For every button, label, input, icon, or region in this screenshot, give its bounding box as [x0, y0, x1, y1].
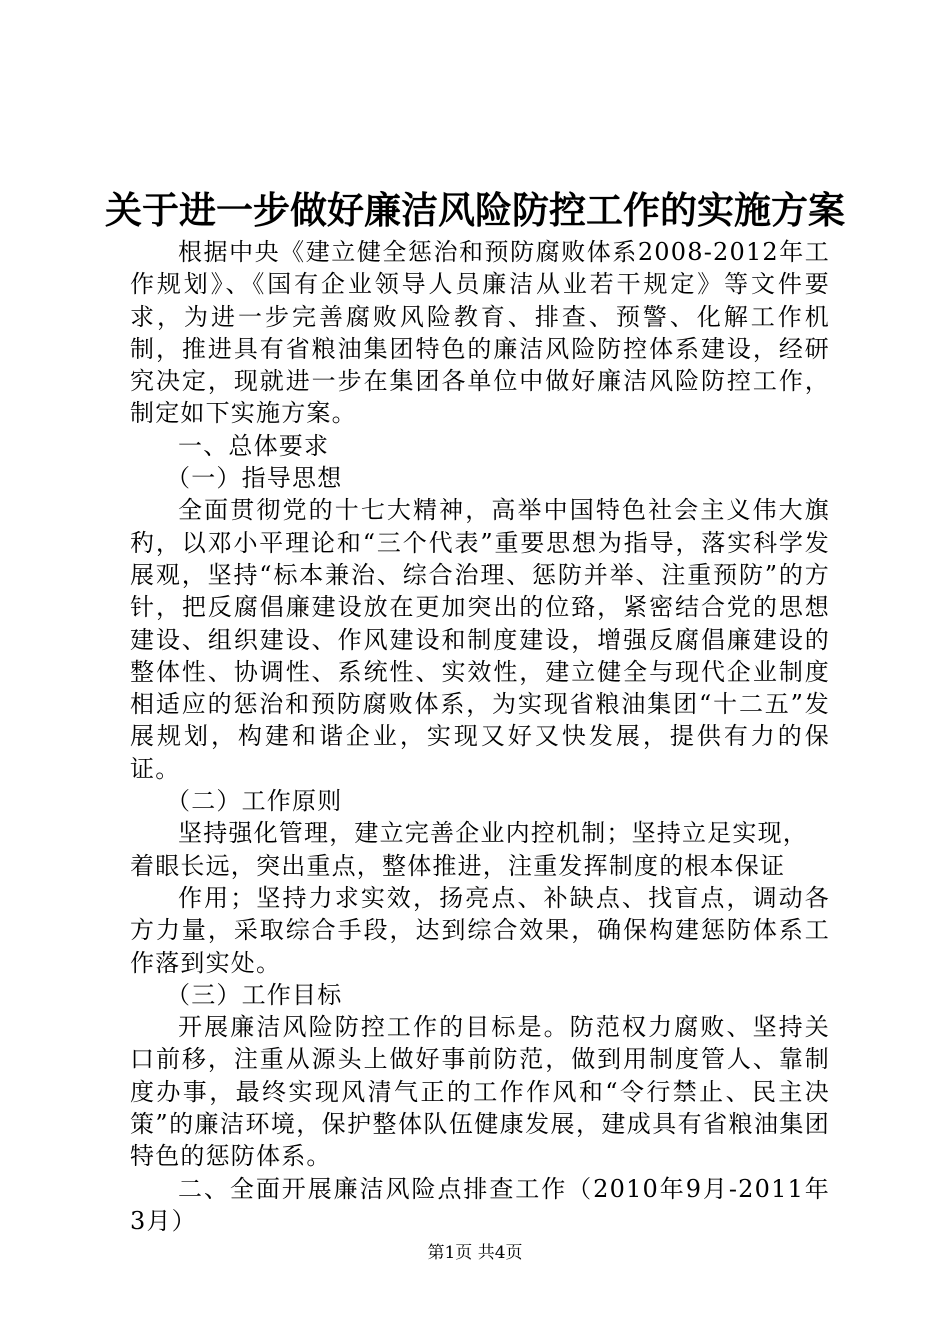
- paragraph-work-principles-1: 坚持强化管理，建立完善企业内控机制；坚持立足实现，着眼长远，突出重点，整体推进，注重发挥制度的根本保证: [130, 819, 808, 880]
- paragraph-guiding-ideology: 全面贯彻党的十七大精神，高举中国特色社会主义伟大旗䄪，以邓小平理论和“三个代表”重要思想为指导，落实科学发展观，坚持“标本兼治、综合治理、惩防并举、注重预防”的方针，把反腐倡廉建设放在更加突出的位臵，紧密结合党的思想建设、组织建设、作风建设和制度建设，增强反腐倡廉建设的整体性、协调性、系统性、实效性，建立健全与现代企业制度相适应的惩治和预防腐败体系，为实现省粮油集团“十二五”发展规划，构建和谐企业，实现又好又快发展，提供有力的保证。: [130, 496, 830, 783]
- paragraph-work-principles-2: 作用；坚持力求实效，扬亮点、补缺点、找盲点，调动各方力量，采取综合手段，达到综合效果，确保构建惩防体系工作落到实处。: [130, 883, 830, 977]
- document-body: [130, 236, 830, 1237]
- heading-risk-screening: 二、全面开展廉洁风险点排查工作（2010年9月-2011年3月）: [130, 1174, 830, 1235]
- document-title: 关于进一步做好廉洁风险防控工作的实施方案: [105, 188, 845, 232]
- paragraph-intro: 根据中央《建立健全惩治和预防腐败体系2008-2012年工作规划》、《国有企业领导人员廉洁从业若干规定》等文件要求，为进一步完善腐败风险教育、排查、预警、化解工作机制，推进具有省粮油集团特色的廉洁风险防控体系建设，经研究决定，现就进一步在集团各单位中做好廉洁风险防控工作，制定如下实施方案。: [130, 238, 830, 428]
- subheading-guiding-ideology: （一）指导思想: [166, 464, 343, 493]
- page-number-footer: 第1页 共4页: [427, 1243, 523, 1263]
- subheading-work-goals: （三）工作目标: [166, 980, 343, 1009]
- heading-general-requirements: 一、总体要求: [178, 431, 330, 460]
- subheading-work-principles: （二）工作原则: [166, 787, 343, 816]
- paragraph-work-goals: 开展廉洁风险防控工作的目标是。防范权力腐败、坚持关口前移，注重从源头上做好事前防范，做到用制度管人、靠制度办事，最终实现风清气正的工作作风和“令行禁止、民主决策”的廉洁环境，保护整体队伍健康发展，建成具有省粮油集团特色的惩防体系。: [130, 1013, 830, 1171]
